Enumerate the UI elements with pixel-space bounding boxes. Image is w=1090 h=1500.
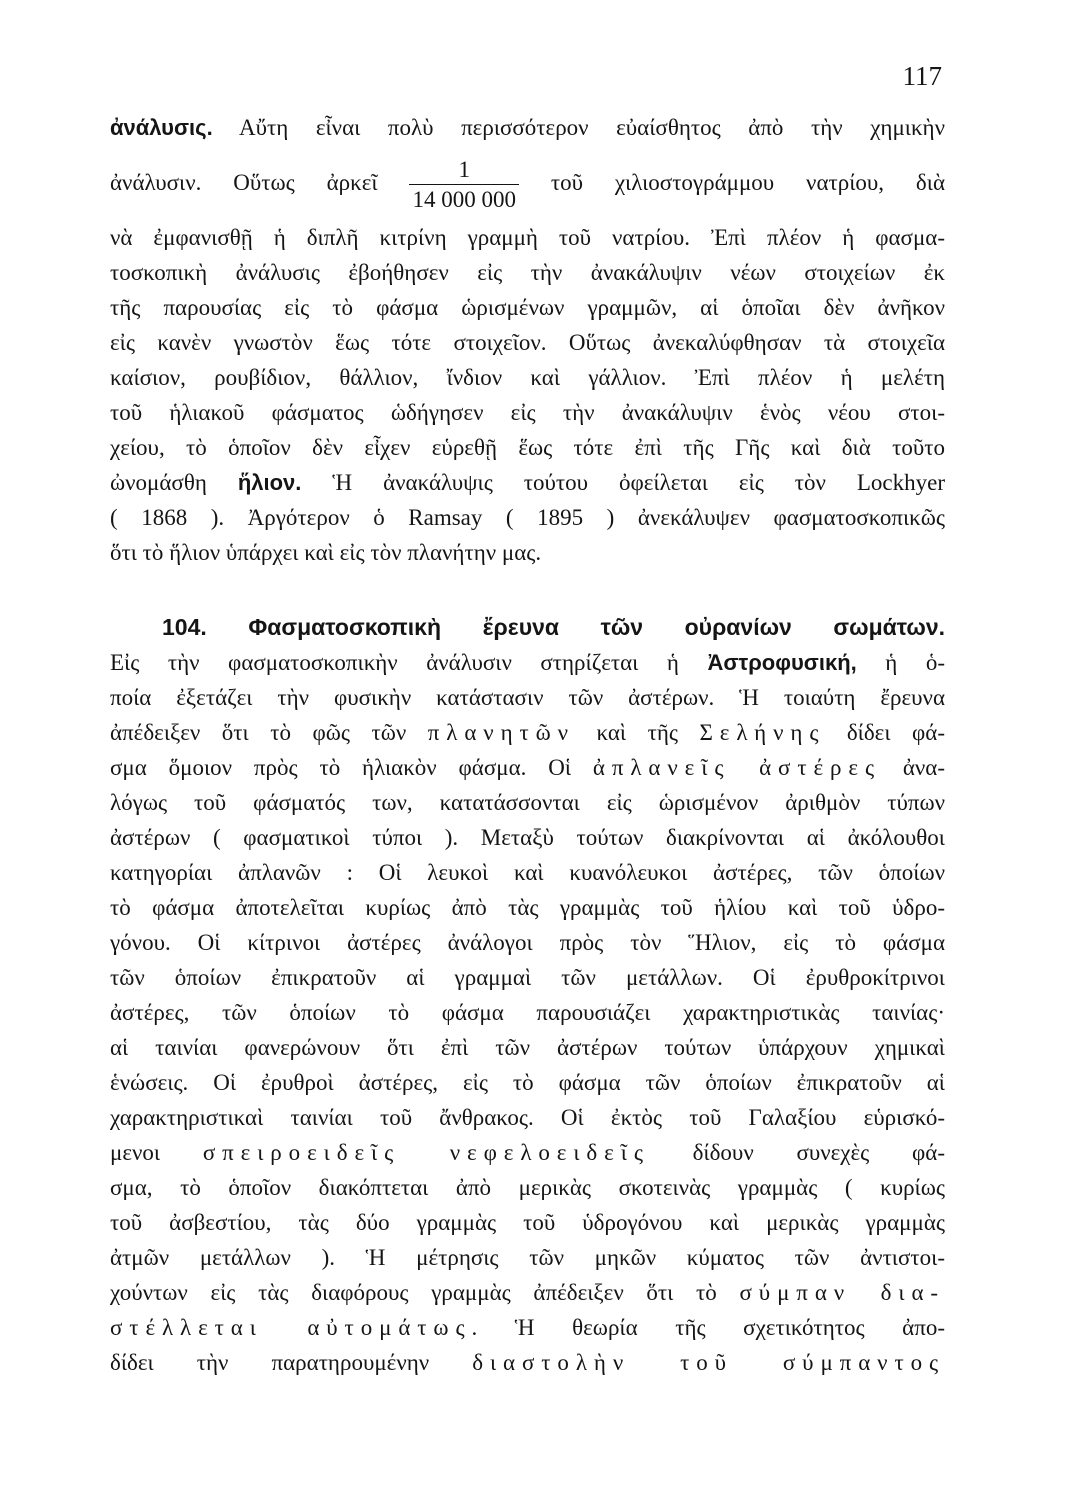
text-line: [110, 1310, 945, 1345]
text-text-run: εἰς κανὲν γνωστὸν ἕως τότε στοιχεῖον. Οὕτως ἀνεκαλύφθησαν τὰ στοιχεῖα: [110, 330, 945, 355]
text-text-run: χείου, τὸ ὁποῖον δὲν εἶχεν εὑρεθῇ ἕως τότε ἐπὶ τῆς Γῆς καὶ διὰ τοῦτο: [110, 435, 945, 460]
spaced-text-run: διαστολὴν τοῦ σύμπαντος: [472, 1350, 945, 1375]
text-text-run: τοῦ χιλιοστογράμμου νατρίου, διὰ: [518, 170, 946, 195]
text-text-run: τὸ φάσμα ἀποτελεῖται κυρίως ἀπὸ τὰς γραμμὰς τοῦ ἡλίου καὶ τοῦ ὑδρο-: [110, 895, 945, 920]
text-text-run: σμα, τὸ ὁποῖον διακόπτεται ἀπὸ μερικὰς σκοτεινὰς γραμμὰς ( κυρίως: [110, 1175, 945, 1200]
text-text-run: δίδουν συνεχὲς φά-: [649, 1140, 946, 1165]
text-text-run: κατηγορίαι ἀπλανῶν : Οἱ λευκοὶ καὶ κυανόλευκοι ἀστέρες, τῶν ὁποίων: [110, 860, 945, 885]
text-text-run: . Ἡ θεωρία τῆς σχετικότητος ἀπο-: [471, 1315, 945, 1340]
text-line: [110, 465, 945, 500]
text-text-run: Εἰς τὴν φασματοσκοπικὴν ἀνάλυσιν στηρίζεται ἡ: [110, 650, 708, 675]
text-line: [110, 110, 945, 145]
text-text-run: δίδει τὴν παρατηρουμένην: [110, 1350, 473, 1375]
text-text-run: ἡ ὁ-: [856, 650, 945, 675]
text-line: [110, 430, 945, 465]
spaced-text-run: ἀπλανεῖς ἀστέρες: [592, 755, 881, 780]
text-text-run: αἱ ταινίαι φανερώνουν ὅτι ἐπὶ τῶν ἀστέρων τούτων ὑπάρχουν χημικαὶ: [110, 1035, 945, 1060]
text-line: [110, 855, 945, 890]
text-line: [110, 960, 945, 995]
bold-text-run: ἥλιον.: [237, 470, 302, 495]
text-line: [110, 715, 945, 750]
text-text-run: ( 1868 ). Ἀργότερον ὁ Ramsay ( 1895 ) ἀνεκάλυψεν φασματοσκοπικῶς: [110, 505, 945, 530]
text-text-run: τοῦ ἀσβεστίου, τὰς δύο γραμμὰς τοῦ ὑδρογόνου καὶ μερικὰς γραμμὰς: [110, 1210, 945, 1235]
text-text-run: ἀστέρων ( φασματικοὶ τύποι ). Μεταξὺ τούτων διακρίνονται αἱ ἀκόλουθοι: [110, 825, 945, 850]
text-text-run: ὠνομάσθη: [110, 470, 238, 495]
text-line: [110, 645, 945, 680]
text-line: [110, 820, 945, 855]
section-title: Φασματοσκοπικὴ ἔρευνα τῶν οὐρανίων σωμάτων.: [248, 614, 946, 640]
text-line: [110, 1275, 945, 1310]
spaced-text-run: σπειροειδεῖς νεφελοειδεῖς: [202, 1140, 650, 1165]
text-text-run: χαρακτηριστικαὶ ταινίαι τοῦ ἄνθρακος. Οἱ ἐκτὸς τοῦ Γαλαξίου εὑρισκό-: [110, 1105, 945, 1130]
text-text-run: ὅτι τὸ ἥλιον ὑπάρχει καὶ εἰς τὸν πλανήτην μας.: [110, 540, 542, 565]
text-line: [110, 1065, 945, 1100]
text-text-run: ἀστέρες, τῶν ὁποίων τὸ φάσμα παρουσιάζει χαρακτηριστικὰς ταινίας·: [110, 1000, 945, 1025]
text-line: [110, 1100, 945, 1135]
spaced-text-run: σύμπαν δια-: [739, 1280, 945, 1305]
text-text-run: δίδει φά-: [825, 720, 945, 745]
text-text-run: σμα ὅμοιον πρὸς τὸ ἡλιακὸν φάσμα. Οἱ: [110, 755, 593, 780]
text-text-run: Αὔτη εἶναι πολὺ περισσότερον εὐαίσθητος ἀπὸ τὴν χημικὴν: [212, 115, 945, 140]
bold-text-run: ἀνάλυσις.: [110, 115, 213, 140]
text-line: [110, 680, 945, 715]
text-line: [110, 1030, 945, 1065]
text-text-run: τῶν ὁποίων ἐπικρατοῦν αἱ γραμμαὶ τῶν μετάλλων. Οἱ ἐρυθροκίτρινοι: [110, 965, 945, 990]
text-line: [110, 145, 945, 220]
text-line: [110, 535, 945, 570]
text-text-run: ποία ἐξετάζει τὴν φυσικὴν κατάστασιν τῶν ἀστέρων. Ἡ τοιαύτη ἔρευνα: [110, 685, 945, 710]
page-number: 117: [902, 61, 942, 91]
text-line: [110, 1240, 945, 1275]
spaced-text-run: στέλλεται αὐτομάτως: [110, 1315, 472, 1340]
section-number: 104.: [162, 614, 207, 640]
text-text-run: ἀτμῶν μετάλλων ). Ἡ μέτρησις τῶν μηκῶν κύματος τῶν ἀντιστοι-: [110, 1245, 945, 1270]
text-line: [110, 1205, 945, 1240]
fraction: [409, 155, 519, 214]
section-heading: [110, 610, 945, 645]
text-line: [110, 220, 945, 255]
text-line: [110, 890, 945, 925]
text-text-run: τοῦ ἡλιακοῦ φάσματος ὡδήγησεν εἰς τὴν ἀνακάλυψιν ἑνὸς νέου στοι-: [110, 400, 945, 425]
text-text-run: νὰ ἐμφανισθῇ ἡ διπλῆ κιτρίνη γραμμὴ τοῦ νατρίου. Ἐπὶ πλέον ἡ φασμα-: [110, 225, 945, 250]
text-text-run: Ἡ ἀνακάλυψις τούτου ὀφείλεται εἰς τὸν Lockhyer: [301, 470, 945, 495]
fraction-denominator: 14 000 000: [412, 187, 516, 213]
text-text-run: μενοι: [110, 1140, 203, 1165]
text-line: [110, 325, 945, 360]
text-line: [110, 1345, 945, 1380]
page-text-body: [110, 110, 945, 1380]
text-text-run: τῆς παρουσίας εἰς τὸ φάσμα ὡρισμένων γραμμῶν, αἱ ὁποῖαι δὲν ἀνῆκον: [110, 295, 945, 320]
text-text-run: καὶ τῆς: [574, 720, 700, 745]
text-line: [110, 1170, 945, 1205]
text-line: [110, 290, 945, 325]
fraction-numerator: 1: [409, 155, 519, 185]
text-text-run: ἀνα-: [880, 755, 945, 780]
paragraph-2: [110, 645, 945, 1380]
text-text-run: ἀνάλυσιν. Οὕτως ἀρκεῖ: [110, 170, 410, 195]
text-line: [110, 500, 945, 535]
text-text-run: ἑνώσεις. Οἱ ἐρυθροὶ ἀστέρες, εἰς τὸ φάσμα τῶν ὁποίων ἐπικρατοῦν αἱ: [110, 1070, 945, 1095]
spaced-text-run: πλανητῶν: [427, 720, 575, 745]
text-line: [110, 995, 945, 1030]
spaced-text-run: Σελήνης: [699, 720, 826, 745]
text-text-run: χούντων εἰς τὰς διαφόρους γραμμὰς ἀπέδειξεν ὅτι τὸ: [110, 1280, 740, 1305]
text-text-run: ἀπέδειξεν ὅτι τὸ φῶς τῶν: [110, 720, 428, 745]
text-text-run: γόνου. Οἱ κίτρινοι ἀστέρες ἀνάλογοι πρὸς τὸν Ἥλιον, εἰς τὸ φάσμα: [110, 930, 945, 955]
text-line: [110, 255, 945, 290]
text-line: [110, 360, 945, 395]
text-line: [110, 1135, 945, 1170]
text-line: [110, 785, 945, 820]
bold-text-run: Ἀστροφυσική,: [707, 650, 857, 675]
text-line: [110, 395, 945, 430]
text-line: [110, 925, 945, 960]
text-line: [110, 750, 945, 785]
paragraph-1: [110, 110, 945, 570]
text-text-run: τοσκοπικὴ ἀνάλυσις ἐβοήθησεν εἰς τὴν ἀνακάλυψιν νέων στοιχείων ἐκ: [110, 260, 945, 285]
text-text-run: καίσιον, ρουβίδιον, θάλλιον, ἴνδιον καὶ γάλλιον. Ἐπὶ πλέον ἡ μελέτη: [110, 365, 945, 390]
text-text-run: λόγως τοῦ φάσματός των, κατατάσσονται εἰς ὡρισμένον ἀριθμὸν τύπων: [110, 790, 945, 815]
